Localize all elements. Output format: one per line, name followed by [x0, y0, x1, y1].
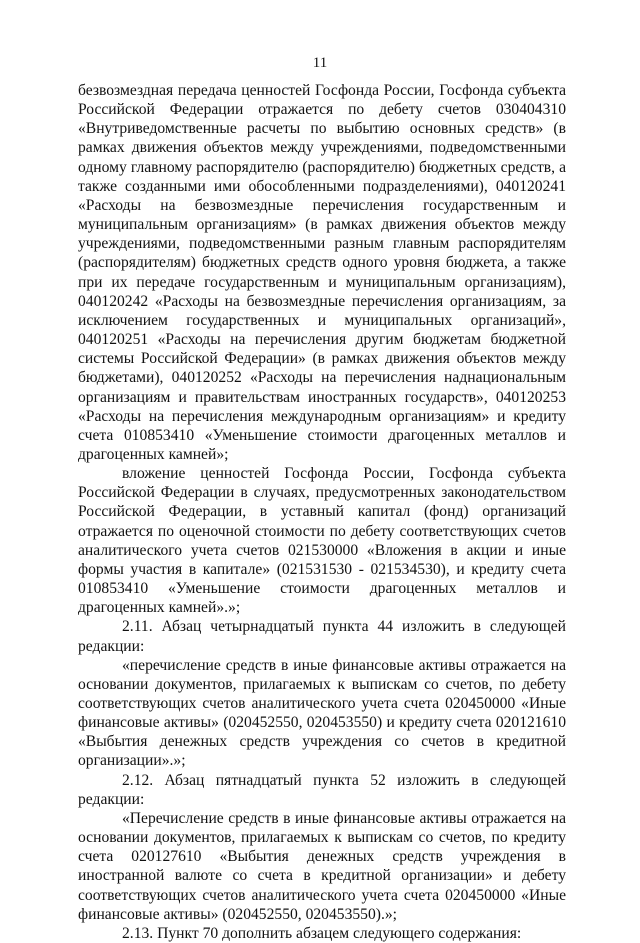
paragraph-item-2-11: 2.11. Абзац четырнадцатый пункта 44 изложить в следующей редакции:: [78, 618, 566, 655]
paragraph-investment-of-valuables: вложение ценностей Госфонда России, Госфонда субъекта Российской Федерации в случаях, предусмотренных законодательством Российской Федерации, в уставный капитал (фонд) организаций отражается по оценочной стоимости по дебету соответствующих счетов аналитического учета счетов 021530000 «Вложения в акции и иные формы участия в капитале» (021531530 - 021534530), и кредиту счета 010853410 «Уменьшение стоимости драгоценных металлов и драгоценных камней».»;: [78, 465, 566, 617]
document-body: [78, 81, 566, 943]
page-number: 11: [312, 55, 328, 71]
paragraph-transfer-of-valuables: безвозмездная передача ценностей Госфонда России, Госфонда субъекта Российской Федерации отражается по дебету счетов 030404310 «Внутриведомственные расчеты по выбытию основных средств» (в рамках движения объектов между учреждениями, подведомственными одному главному распорядителю (распорядителю) бюджетных средств, а также созданными ими обособленными подразделениями), 040120241 «Расходы на безвозмездные перечисления государственным и муниципальным организациям» (в рамках движения объектов между учреждениями, подведомственными разным главным распорядителям (распорядителям) бюджетных средств одного уровня бюджета, а также при их передаче государственным и муниципальным организациям), 040120242 «Расходы на безвозмездные перечисления организациям, за исключением государственных и муниципальных организаций», 040120251 «Расходы на перечисления другим бюджетам бюджетной системы Российской Федерации» (в рамках движения объектов между бюджетами), 040120252 «Расходы на перечисления наднациональным организациям и правительствам иностранных государств», 040120253 «Расходы на перечисления международным организациям» и кредиту счета 010853410 «Уменьшение стоимости драгоценных металлов и драгоценных камней»;: [78, 82, 566, 463]
paragraph-item-2-12-text: «Перечисление средств в иные финансовые активы отражается на основании документов, прилагаемых к выпискам со счетов, по кредиту счета 020127610 «Выбытия денежных средств учреждения в иностранной валюте со счета в кредитной организации» и дебету соответствующих счетов аналитического учета счета 020450000 «Иные финансовые активы» (020452550, 020453550).»;: [78, 809, 566, 923]
paragraph-item-2-13: 2.13. Пункт 70 дополнить абзацем следующего содержания:: [122, 924, 522, 942]
paragraph-item-2-12: 2.12. Абзац пятнадцатый пункта 52 изложить в следующей редакции:: [78, 771, 566, 808]
paragraph-item-2-11-text: «перечисление средств в иные финансовые активы отражается на основании документов, прилагаемых к выпискам со счетов, по дебету соответствующих счетов аналитического учета счета 020450000 «Иные финансовые активы» (020452550, 020453550) и кредиту счета 020121610 «Выбытия денежных средств учреждения со счетов в кредитной организации».»;: [78, 656, 566, 770]
